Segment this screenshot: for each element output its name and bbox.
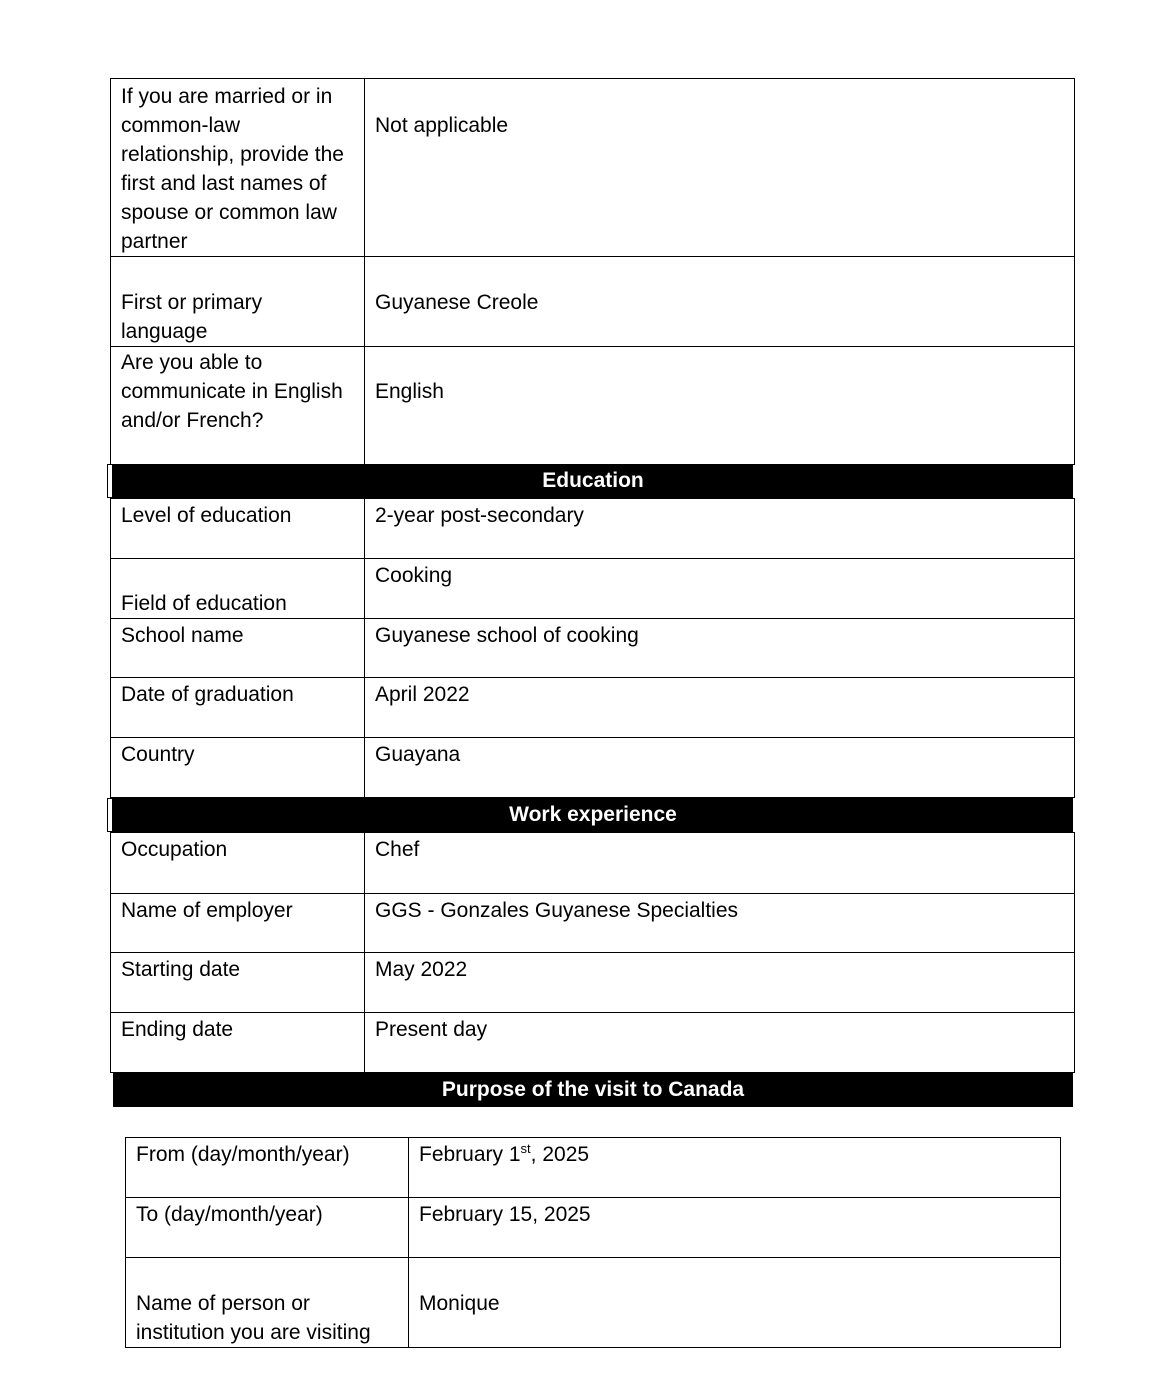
occupation-value: Chef: [365, 833, 1075, 894]
graduation-date-value: April 2022: [365, 678, 1075, 738]
primary-language-value: Guyanese Creole: [365, 257, 1075, 347]
language-ability-label: Are you able to communicate in English and/or French?: [111, 347, 365, 465]
start-date-label: Starting date: [111, 953, 365, 1013]
spouse-label: If you are married or in common-law relationship, provide the first and last names of spouse or common law partner: [111, 79, 365, 257]
table-row: [126, 1198, 1061, 1258]
visiting-person-label: Name of person or institution you are visiting: [126, 1258, 409, 1348]
visit-table: [125, 1137, 1061, 1348]
table-row: [111, 499, 1075, 559]
from-date-year: , 2025: [530, 1143, 590, 1166]
table-row: [111, 833, 1075, 894]
table-row: [111, 79, 1075, 257]
education-level-value: 2-year post-secondary: [365, 499, 1075, 559]
education-heading: Education: [113, 464, 1073, 498]
end-date-label: Ending date: [111, 1013, 365, 1073]
table-row: [111, 678, 1075, 738]
country-label: Country: [111, 738, 365, 798]
table-row: [111, 559, 1075, 619]
employer-label: Name of employer: [111, 894, 365, 953]
education-level-label: Level of education: [111, 499, 365, 559]
work-experience-heading: Work experience: [113, 798, 1073, 832]
school-name-label: School name: [111, 619, 365, 678]
personal-info-table: [110, 78, 1075, 465]
from-date-label: From (day/month/year): [126, 1138, 409, 1198]
table-row: [111, 953, 1075, 1013]
primary-language-label: First or primary language: [111, 257, 365, 347]
table-row: [111, 1013, 1075, 1073]
to-date-value: February 15, 2025: [409, 1198, 1061, 1258]
spouse-value: Not applicable: [365, 79, 1075, 257]
table-row: [111, 894, 1075, 953]
to-date-label: To (day/month/year): [126, 1198, 409, 1258]
employer-value: GGS - Gonzales Guyanese Specialties: [365, 894, 1075, 953]
country-value: Guayana: [365, 738, 1075, 798]
table-row: [126, 1138, 1061, 1198]
visiting-person-value: Monique: [409, 1258, 1061, 1348]
education-field-label: Field of education: [111, 559, 365, 619]
from-date-ordinal: st: [520, 1141, 531, 1156]
visit-purpose-heading: Purpose of the visit to Canada: [113, 1073, 1073, 1107]
work-experience-table: [110, 832, 1075, 1073]
occupation-label: Occupation: [111, 833, 365, 894]
table-row: [126, 1258, 1061, 1348]
education-field-value: Cooking: [365, 559, 1075, 619]
table-row: [111, 257, 1075, 347]
table-row: [111, 619, 1075, 678]
end-date-value: Present day: [365, 1013, 1075, 1073]
language-ability-value: English: [365, 347, 1075, 465]
table-row: [111, 738, 1075, 798]
start-date-value: May 2022: [365, 953, 1075, 1013]
from-date-main: February 1: [419, 1143, 521, 1166]
from-date-value: [409, 1138, 1061, 1198]
graduation-date-label: Date of graduation: [111, 678, 365, 738]
education-table: [110, 498, 1075, 798]
school-name-value: Guyanese school of cooking: [365, 619, 1075, 678]
table-row: [111, 347, 1075, 465]
